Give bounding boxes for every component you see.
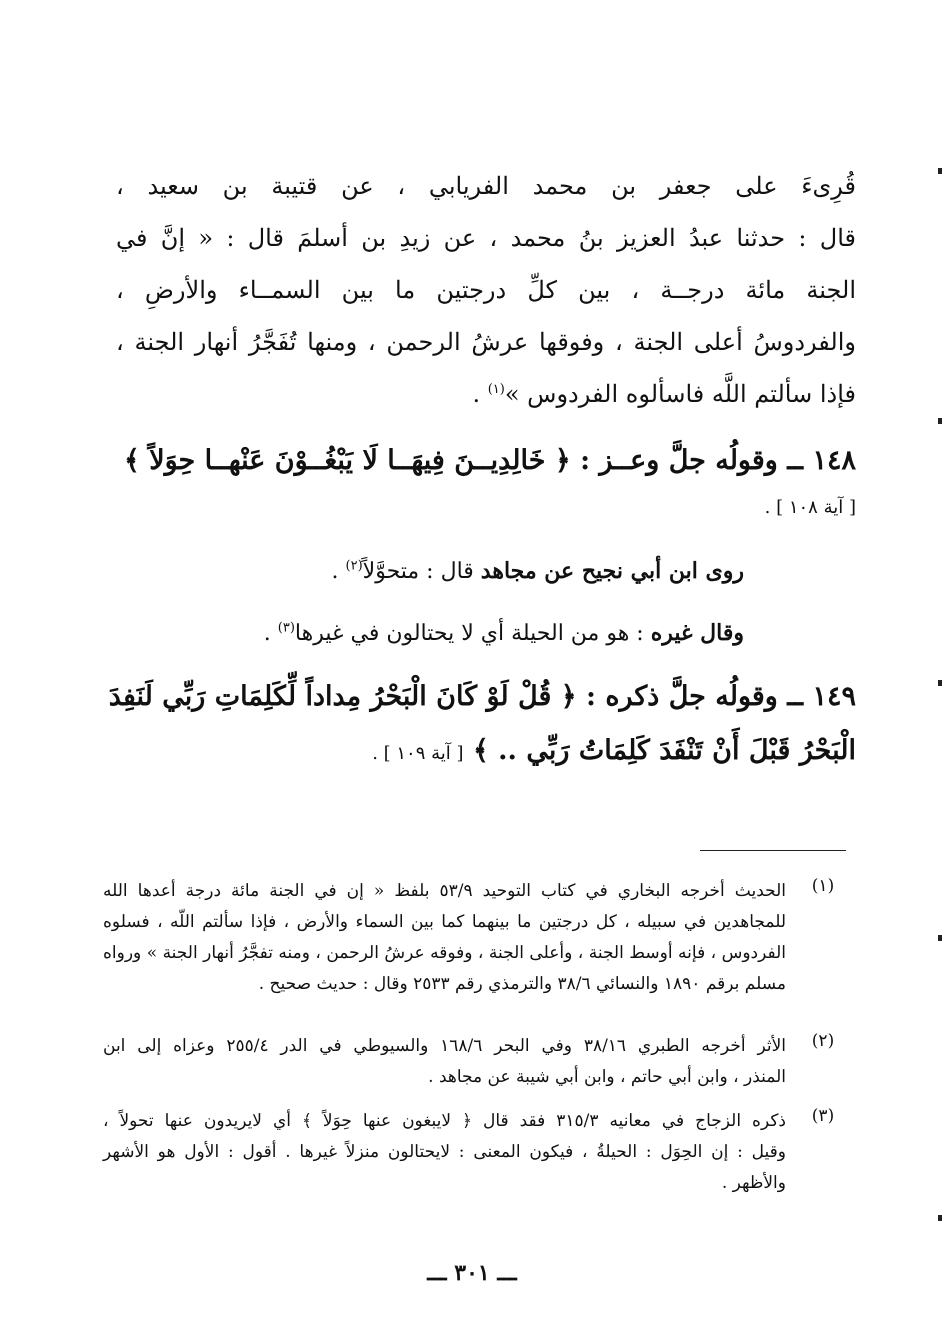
sentence-end: . <box>263 621 278 646</box>
quran-verse: ﴿ قُلْ لَوْ كَانَ الْبَحْرُ مِداداً لِّكَلِمَاتِ رَبِّي لَنَفِدَ <box>108 681 577 712</box>
scan-speck <box>938 418 942 424</box>
entry-148 <box>86 434 856 528</box>
entry-number: ١٤٨ ــ <box>787 445 856 476</box>
entry-149-heading <box>86 670 856 724</box>
footnote-body <box>103 1106 786 1199</box>
narration-text: قال : متحوَّلاً <box>362 559 481 584</box>
main-line-text: فإذا سألتم اللَّه فاسألوه الفردوس » <box>504 380 856 408</box>
entry-148-heading <box>86 434 856 488</box>
sentence-end: . <box>331 559 346 584</box>
sentence-end: . <box>472 380 488 408</box>
quran-verse: الْبَحْرُ قَبْلَ أَنْ تَنْفَدَ كَلِمَاتُ رَبِّي .. ﴾ <box>472 735 856 766</box>
footnote-1 <box>103 876 848 1000</box>
footnote-line: والأظهر . <box>721 1173 786 1193</box>
footnote-marker: (١) <box>811 876 835 896</box>
footnote-ref-2[interactable]: (٢) <box>345 558 363 574</box>
narration-paragraph <box>184 546 744 597</box>
main-line: قال : حدثنا عبدُ العزيز بنُ محمد ، عن زيدِ بن أسلمَ قال : « إنَّ في <box>116 224 856 252</box>
entry-intro: وقولُه جلَّ وعــز : <box>580 445 778 476</box>
footnote-2 <box>103 1031 848 1093</box>
narrator-name: وقال غيره <box>650 620 744 646</box>
scan-speck <box>938 1215 942 1221</box>
main-line: والفردوسُ أعلى الجنة ، وفوقها عرشُ الرحمن ، ومنها تُفَجَّرُ أنهار الجنة ، <box>116 328 856 356</box>
main-paragraph <box>116 160 856 420</box>
footnote-body <box>103 876 786 1000</box>
footnote-line: المنذر ، وابن أبي حاتم ، وابن أبي شيبة عن مجاهد . <box>428 1067 786 1087</box>
scan-speck <box>938 680 942 686</box>
footnote-3 <box>103 1106 848 1199</box>
footnote-divider <box>700 850 846 851</box>
footnote-ref-3[interactable]: (٣) <box>277 620 295 636</box>
verse-reference: [ آية ١٠٨ ] . <box>764 497 856 518</box>
footnote-ref-1[interactable]: (١) <box>487 382 505 397</box>
footnote-marker: (٣) <box>811 1106 835 1126</box>
entry-149 <box>86 670 856 781</box>
main-line-last <box>116 368 856 420</box>
page-number: ـــ ٣٠١ ـــ <box>427 1260 517 1286</box>
verse-reference: [ آية ١٠٩ ] . <box>372 743 464 764</box>
footnote-body <box>103 1031 786 1093</box>
footnote-line: ذكره الزجاج في معانيه ٣١٥/٣ فقد قال ﴿ لايبغون عنها حِوَلاً ﴾ أي لايريدون عنها تحولاً ، <box>103 1111 786 1131</box>
footnote-line: للمجاهدين في سبيله ، كل درجتين ما بينهما كما بين السماء والأرض ، فإذا سألتم اللّه ، فسلوه <box>103 912 786 932</box>
footnote-line: وقيل : إن الحِوَل : الحيلةُ ، فيكون المعنى : لايحتالون منزلاً غيرها . أقول : الأول هو الأشهر <box>103 1142 786 1162</box>
footnote-line: الحديث أخرجه البخاري في كتاب التوحيد ٥٣/٩ بلفظ « إن في الجنة مائة درجة أعدها الله <box>103 881 786 901</box>
main-line: قُرِىءَ على جعفر بن محمد الفريابي ، عن قتيبة بن سعيد ، <box>116 172 857 200</box>
entry-number: ١٤٩ ــ <box>787 681 856 712</box>
footnote-line: الفردوس ، فإنه أوسط الجنة ، وأعلى الجنة ، وفوقه عرشُ الرحمن ، ومنه تفجَّرُ أنهار الجنة » ورواه <box>103 943 786 963</box>
scan-speck <box>938 935 942 941</box>
main-line: الجنة مائة درجــة ، بين كلِّ درجتين ما بين السمــاء والأرضِ ، <box>116 276 856 304</box>
footnote-marker: (٢) <box>811 1031 835 1051</box>
narrator-name: روى ابن أبي نجيح عن مجاهد <box>480 558 744 584</box>
quran-verse: ﴿ خَالِدِيــنَ فِيهَــا لَا يَبْغُــوْنَ عَنْهــا حِوَلاً ﴾ <box>123 445 571 476</box>
narration-paragraph <box>184 608 744 659</box>
entry-intro: وقولُه جلَّ ذكره : <box>586 681 778 712</box>
footnote-line: مسلم برقم ١٨٩٠ والنسائي ٣٨/٦ والترمذي رقم ٢٥٣٣ وقال : حديث صحيح . <box>258 974 786 994</box>
entry-149-continuation <box>86 724 856 781</box>
footnote-line: الأثر أخرجه الطبري ٣٨/١٦ وفي البحر ١٦٨/٦ والسيوطي في الدر ٢٥٥/٤ وعزاه إلى ابن <box>103 1036 787 1056</box>
scan-speck <box>938 168 942 174</box>
narration-text: : هو من الحيلة أي لا يحتالون في غيرها <box>294 621 651 646</box>
